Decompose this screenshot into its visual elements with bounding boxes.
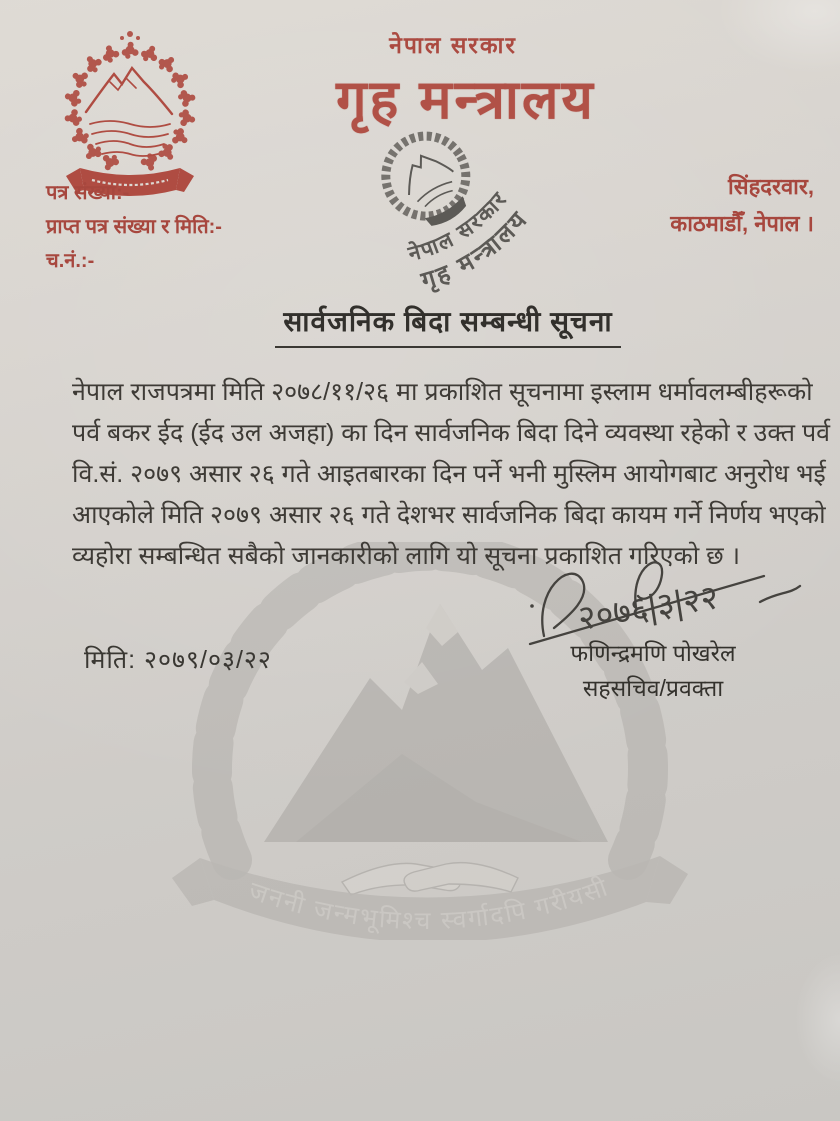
address-line-2: काठमाडौँ, नेपाल । <box>670 211 814 236</box>
watermark-motto-path: जननी जन्मभूमिश्च स्वर्गादपि गरीयसी <box>245 873 613 936</box>
letter-meta <box>46 176 222 278</box>
address-line-1: सिंहदरवार, <box>728 174 814 199</box>
signatory-designation: सहसचिव/प्रवक्ता <box>582 675 724 701</box>
signatory-name: फणिन्द्रमणि पोखरेल <box>570 640 736 666</box>
body-line-1: नेपाल राजपत्रमा मिति २०७८/११/२६ मा प्रकाशित सूचनामा इस्लाम धर्मावलम्बीहरूको <box>72 378 813 406</box>
letter-number-label: पत्र संख्या:- <box>46 182 130 204</box>
body-line-2: पर्व बकर ईद (ईद उल अजहा) का दिन सार्वजनिक बिदा दिने व्यवस्था रहेको र उक्त पर्व <box>72 419 831 447</box>
ministry-name: गृह मन्त्रालय <box>336 70 596 130</box>
notice-title-row <box>0 302 840 348</box>
stamp-text-ministry-path: गृह मन्त्रालय <box>418 205 535 295</box>
signature <box>524 546 810 650</box>
notice-title: सार्वजनिक बिदा सम्बन्धी सूचना <box>275 302 620 348</box>
dispatch-number-label: च.नं.:- <box>46 250 95 272</box>
signatory-block <box>528 636 778 706</box>
received-letter-label: प्राप्त पत्र संख्या र मिति:- <box>46 216 222 238</box>
government-name: नेपाल सरकार <box>389 32 517 58</box>
stamp-text-government-path: नेपाल सरकार <box>405 187 513 266</box>
office-address <box>670 168 814 242</box>
body-line-4: आएकोले मिति २०७९ असार २६ गते देशभर सार्वजनिक बिदा कायम गर्ने निर्णय भएको <box>72 501 826 529</box>
body-line-5: व्यहोरा सम्बन्धित सबैको जानकारीको लागि यो सूचना प्रकाशित गरिएको छ । <box>72 542 741 570</box>
ministry-stamp <box>352 116 548 296</box>
signature-date: २०७६|३|२२ <box>575 578 721 638</box>
notice-date: मिति: २०७९/०३/२२ <box>84 646 272 674</box>
body-line-3: वि.सं. २०७९ असार २६ गते आइतबारका दिन पर्ने भनी मुस्लिम आयोगबाट अनुरोध भई <box>72 460 826 488</box>
